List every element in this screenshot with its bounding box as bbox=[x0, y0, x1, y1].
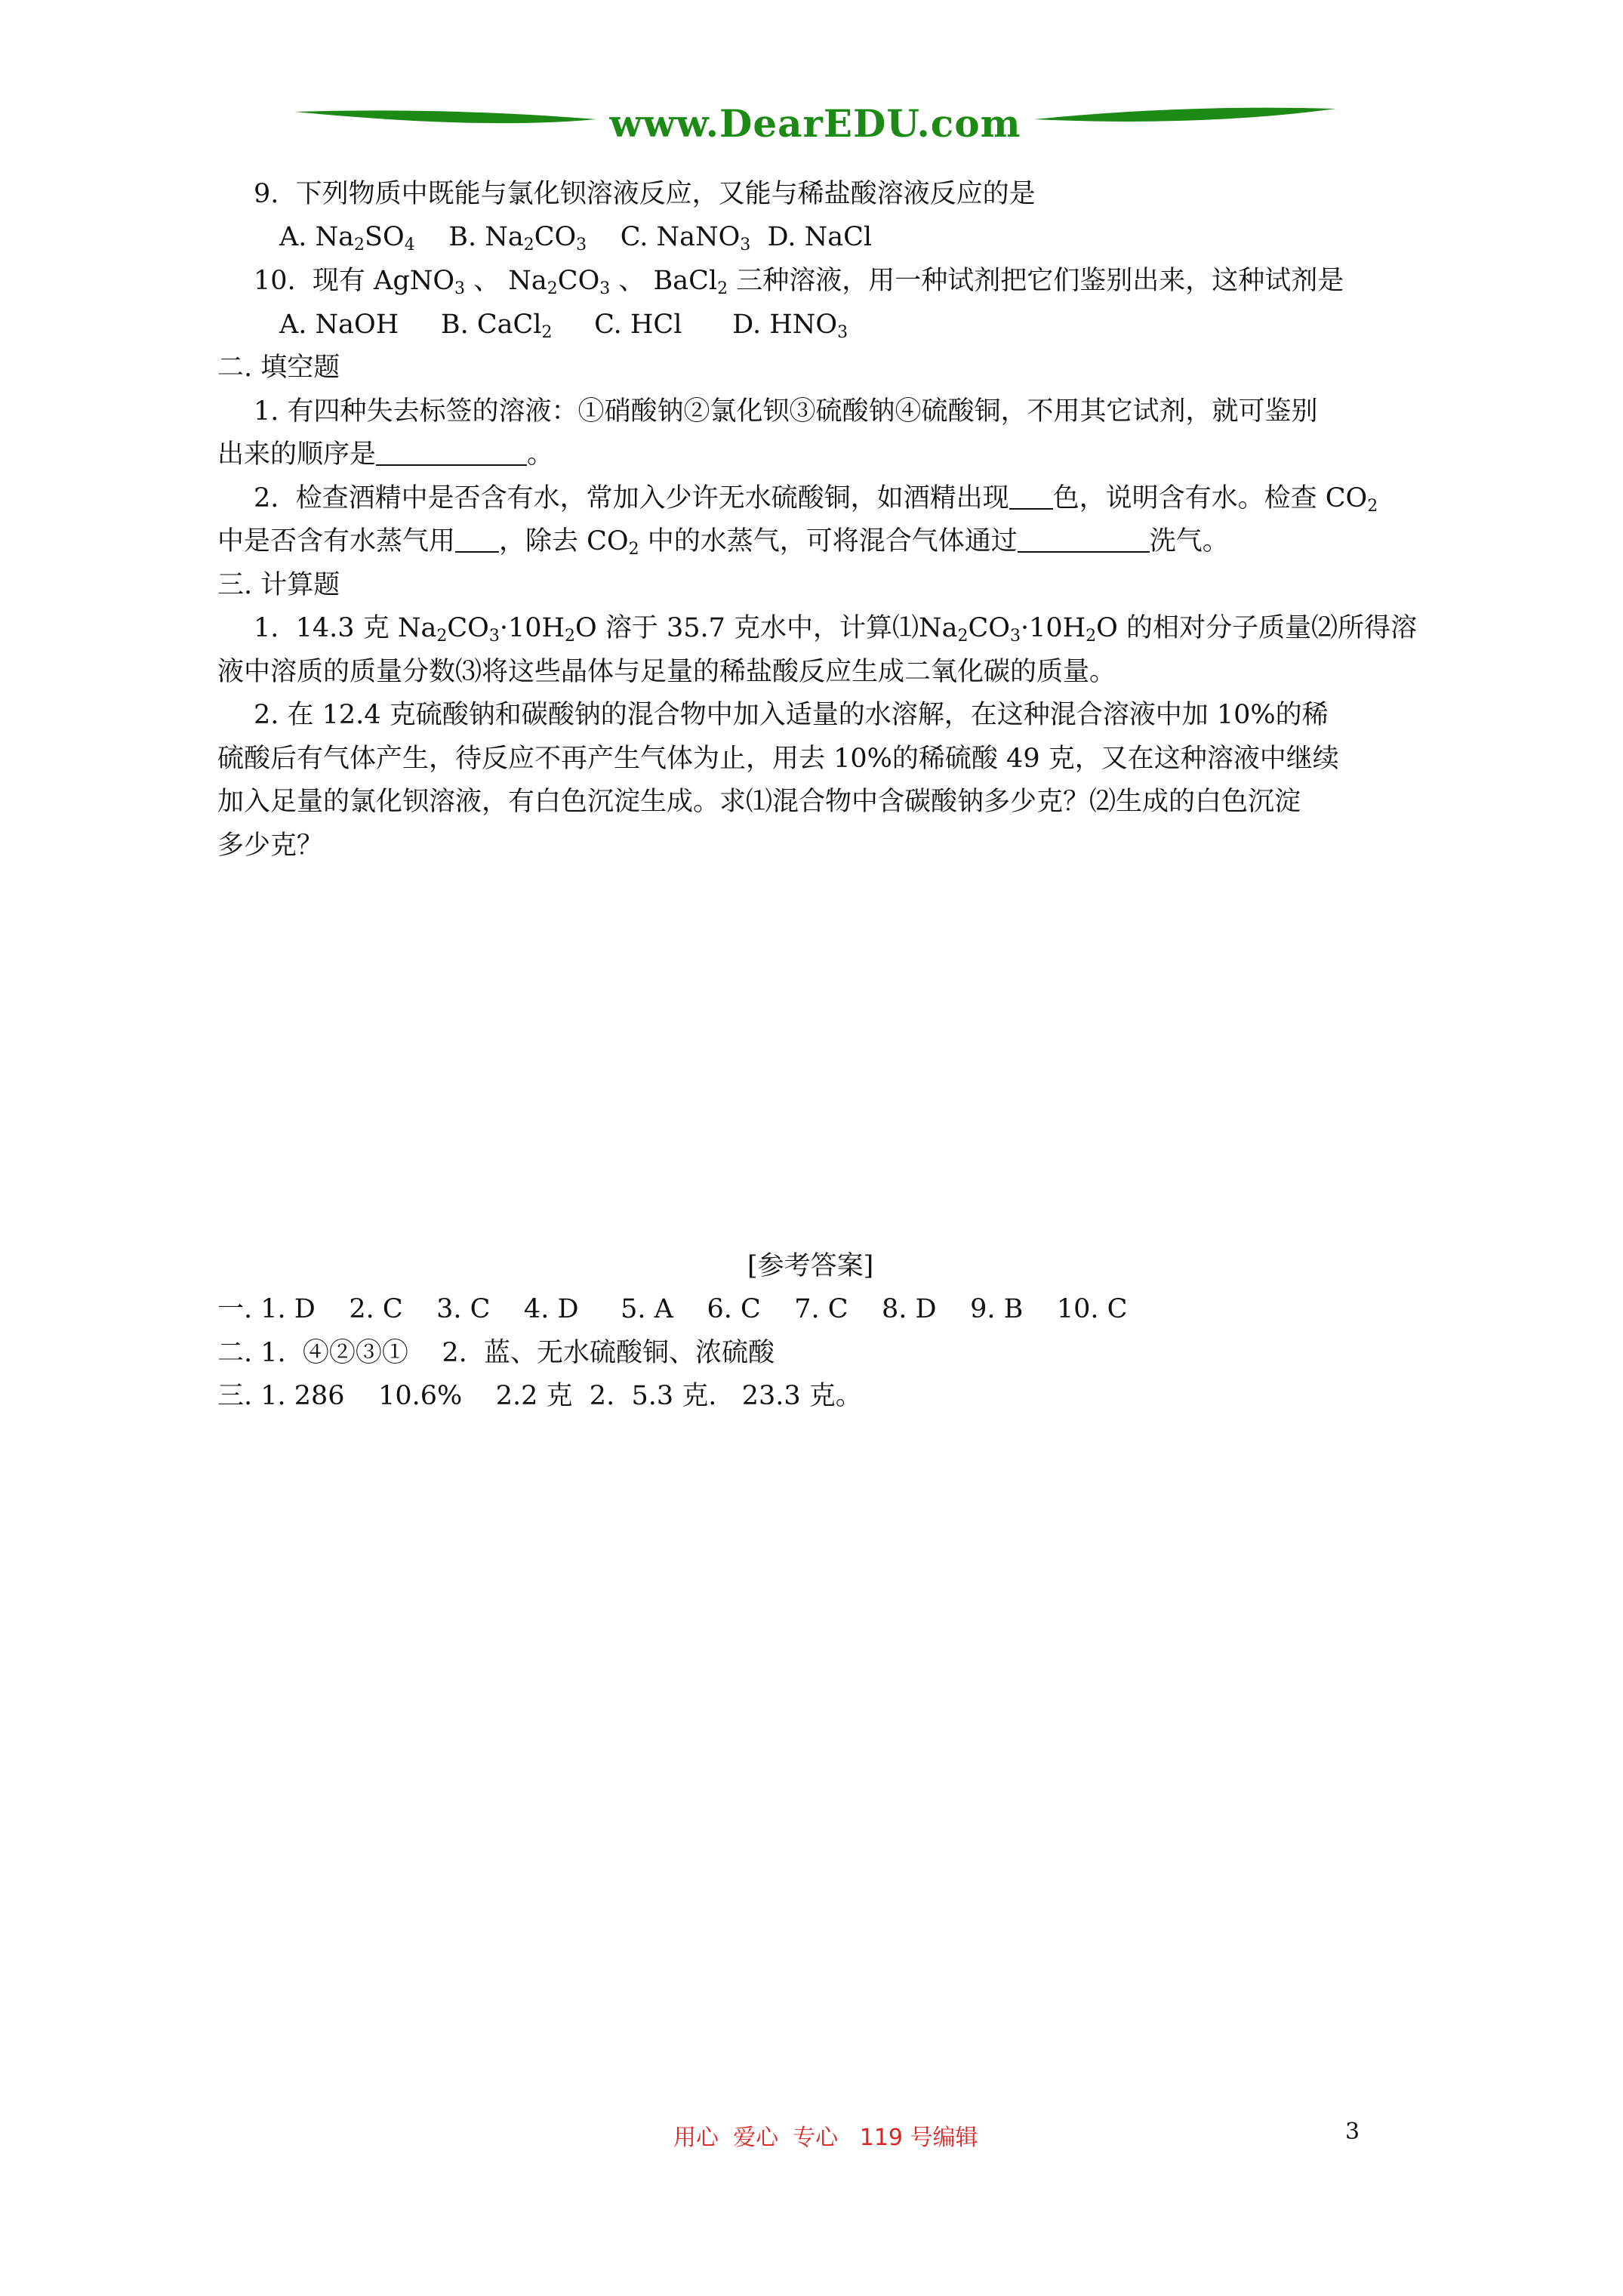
question-9-options bbox=[279, 220, 872, 254]
fill-question-1-line-2: 出来的顺序是 。 bbox=[217, 439, 554, 470]
logo-text: www.DearEDU.com bbox=[609, 101, 1021, 146]
page-number: 3 bbox=[1345, 2119, 1360, 2145]
question-10: 10. 现有 AgNO$_3$ 、 $Na_2CO_3$ 、 BaCl$_2$ 三种溶液，用一种试剂把它们鉴别出来，这种试剂是 bbox=[254, 266, 1344, 298]
calc-question-2-line-3: 加入足量的氯化钡溶液，有白色沉淀生成。求⑴混合物中含碳酸钠多少克？⑵生成的白色沉淀 bbox=[217, 787, 1301, 817]
option-d: D. NaCl bbox=[767, 222, 873, 252]
calc-question-2-line-2: 硫酸后有气体产生，待反应不再产生气体为止，用去 10%的稀硫酸 49 克，又在这种溶液中继续 bbox=[217, 744, 1339, 774]
answers-title: [参考答案] bbox=[747, 1251, 874, 1281]
section-3-heading: 三. 计算题 bbox=[217, 570, 340, 600]
answer-blank bbox=[1009, 482, 1053, 510]
question-10-options bbox=[279, 308, 848, 341]
answer-blank bbox=[455, 525, 499, 553]
fill-question-1-line-1: 1. 有四种失去标签的溶液：①硝酸钠②氯化钡③硫酸钠④硫酸铜，不用其它试剂，就可鉴别 bbox=[254, 396, 1318, 427]
option-b: B. $Na_2CO_3$ bbox=[448, 222, 587, 254]
option-d: D. $HNO_3$ bbox=[732, 310, 848, 342]
calc-question-2-line-4: 多少克？ bbox=[217, 831, 324, 861]
answers-line-1: 一. 1. D 2. C 3. C 4. D 5. A 6. C 7. C 8. D 9. B 10. C bbox=[217, 1294, 1128, 1324]
section-2-heading: 二. 填空题 bbox=[217, 353, 340, 383]
calc-question-2-line-1: 2. 在 12.4 克硫酸钠和碳酸钠的混合物中加入适量的水溶解，在这种混合溶液中加 10%的稀 bbox=[254, 700, 1329, 730]
option-c: C. HCl bbox=[594, 310, 682, 340]
footer-text: 用心 爱心 专心 119 号编辑 bbox=[673, 2125, 978, 2151]
calc-question-1-line-2: 液中溶质的质量分数⑶将这些晶体与足量的稀盐酸反应生成二氧化碳的质量。 bbox=[217, 657, 1116, 687]
answers-line-3: 三. 1. 286 10.6% 2.2 克 2. 5.3 克. 23.3 克。 bbox=[217, 1381, 862, 1411]
fill-question-2-line-2: 中是否含有水蒸气用 ，除去 $CO_2$ 中的水蒸气，可将混合气体通过 洗气。 bbox=[217, 526, 1229, 559]
answer-blank bbox=[376, 439, 527, 466]
fill-question-2-line-1: 2. 检查酒精中是否含有水，常加入少许无水硫酸铜，如酒精出现 色，说明含有水。检查 $CO_2$ bbox=[254, 483, 1378, 516]
option-a: A. NaOH bbox=[279, 310, 399, 340]
calc-question-1-line-1: 1. 14.3 克 $Na_2CO_3\cdot 10H_2O$ 溶于 35.7 克水中，计算$⑴Na_2CO_3\cdot 10H_2O$ 的相对分子质量⑵所得溶 bbox=[254, 613, 1417, 646]
question-9: 9. 下列物质中既能与氯化钡溶液反应，又能与稀盐酸溶液反应的是 bbox=[254, 179, 1036, 209]
option-b: B. CaCl$_2$ bbox=[440, 310, 553, 342]
site-logo bbox=[294, 97, 1336, 157]
answers-line-2: 二. 1. ④②③① 2. 蓝、无水硫酸铜、浓硫酸 bbox=[217, 1338, 775, 1368]
answer-blank bbox=[1018, 525, 1150, 553]
option-c: C. NaNO$_3$ bbox=[620, 222, 751, 254]
option-a: A. $Na_2SO_4$ bbox=[279, 222, 415, 254]
